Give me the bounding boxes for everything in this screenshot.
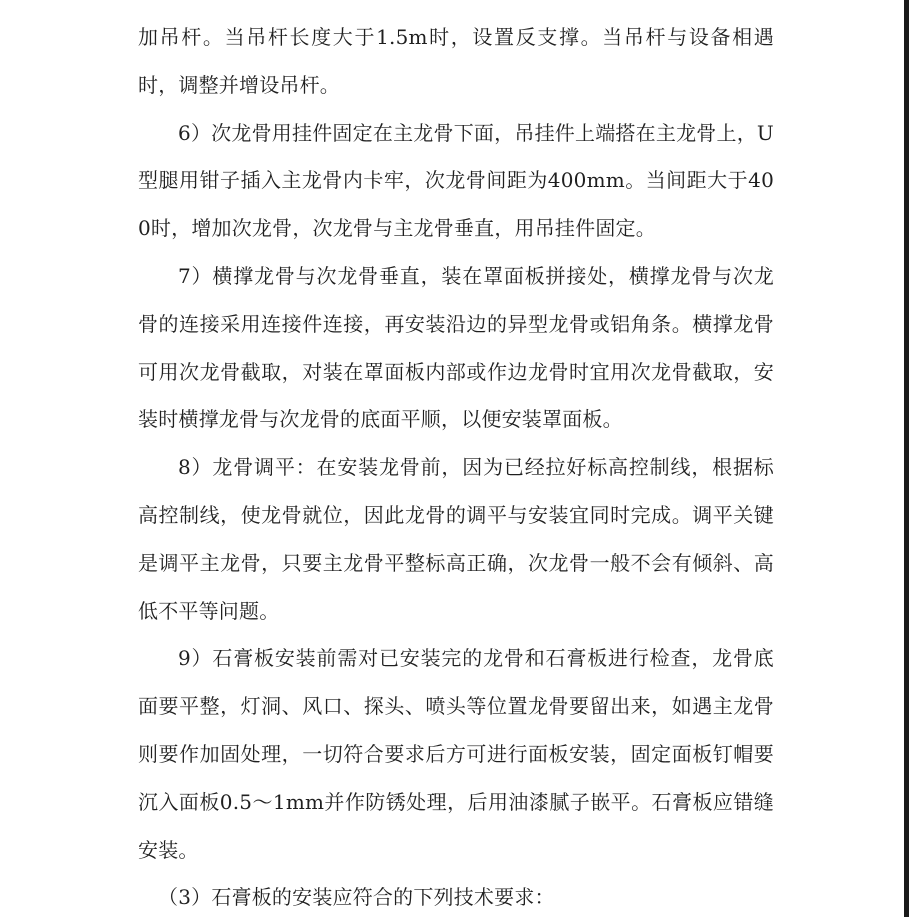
paragraph-step-7: 7）横撑龙骨与次龙骨垂直，装在罩面板拼接处，横撑龙骨与次龙骨的连接采用连接件连接，再安装沿边的异型龙骨或铝角条。横撑龙骨可用次龙骨截取，对装在罩面板内部或作边龙骨时宜用次龙骨截取，安装时横撑龙骨与次龙骨的底面平顺，以便安装罩面板。	[138, 263, 774, 432]
paragraph-step-8: 8）龙骨调平：在安装龙骨前，因为已经拉好标高控制线，根据标高控制线，使龙骨就位，因此龙骨的调平与安装宜同时完成。调平关键是调平主龙骨，只要主龙骨平整标高正确，次龙骨一般不会有倾斜、高低不平等问题。	[138, 455, 774, 623]
section-heading-3: （3）石膏板的安装应符合的下列技术要求：	[158, 885, 555, 910]
paragraph-step-6: 6）次龙骨用挂件固定在主龙骨下面，吊挂件上端搭在主龙骨上，U型腿用钳子插入主龙骨内卡牢，次龙骨间距为400mm。当间距大于400时，增加次龙骨，次龙骨与主龙骨垂直，用吊挂件固定。	[138, 120, 774, 241]
paragraph-step-9: 9）石膏板安装前需对已安装完的龙骨和石膏板进行检查，龙骨底面要平整，灯洞、风口、探头、喷头等位置龙骨要留出来，如遇主龙骨则要作加固处理，一切符合要求后方可进行面板安装，固定面板钉帽要沉入面板0.5～1mm并作防锈处理，后用油漆腻子嵌平。石膏板应错缝安装。	[138, 646, 774, 862]
document-body	[138, 14, 774, 917]
page-edge-divider	[904, 0, 909, 917]
paragraph-continuation: 加吊杆。当吊杆长度大于1.5m时，设置反支撑。当吊杆与设备相遇时，调整并增设吊杆。	[138, 25, 774, 97]
